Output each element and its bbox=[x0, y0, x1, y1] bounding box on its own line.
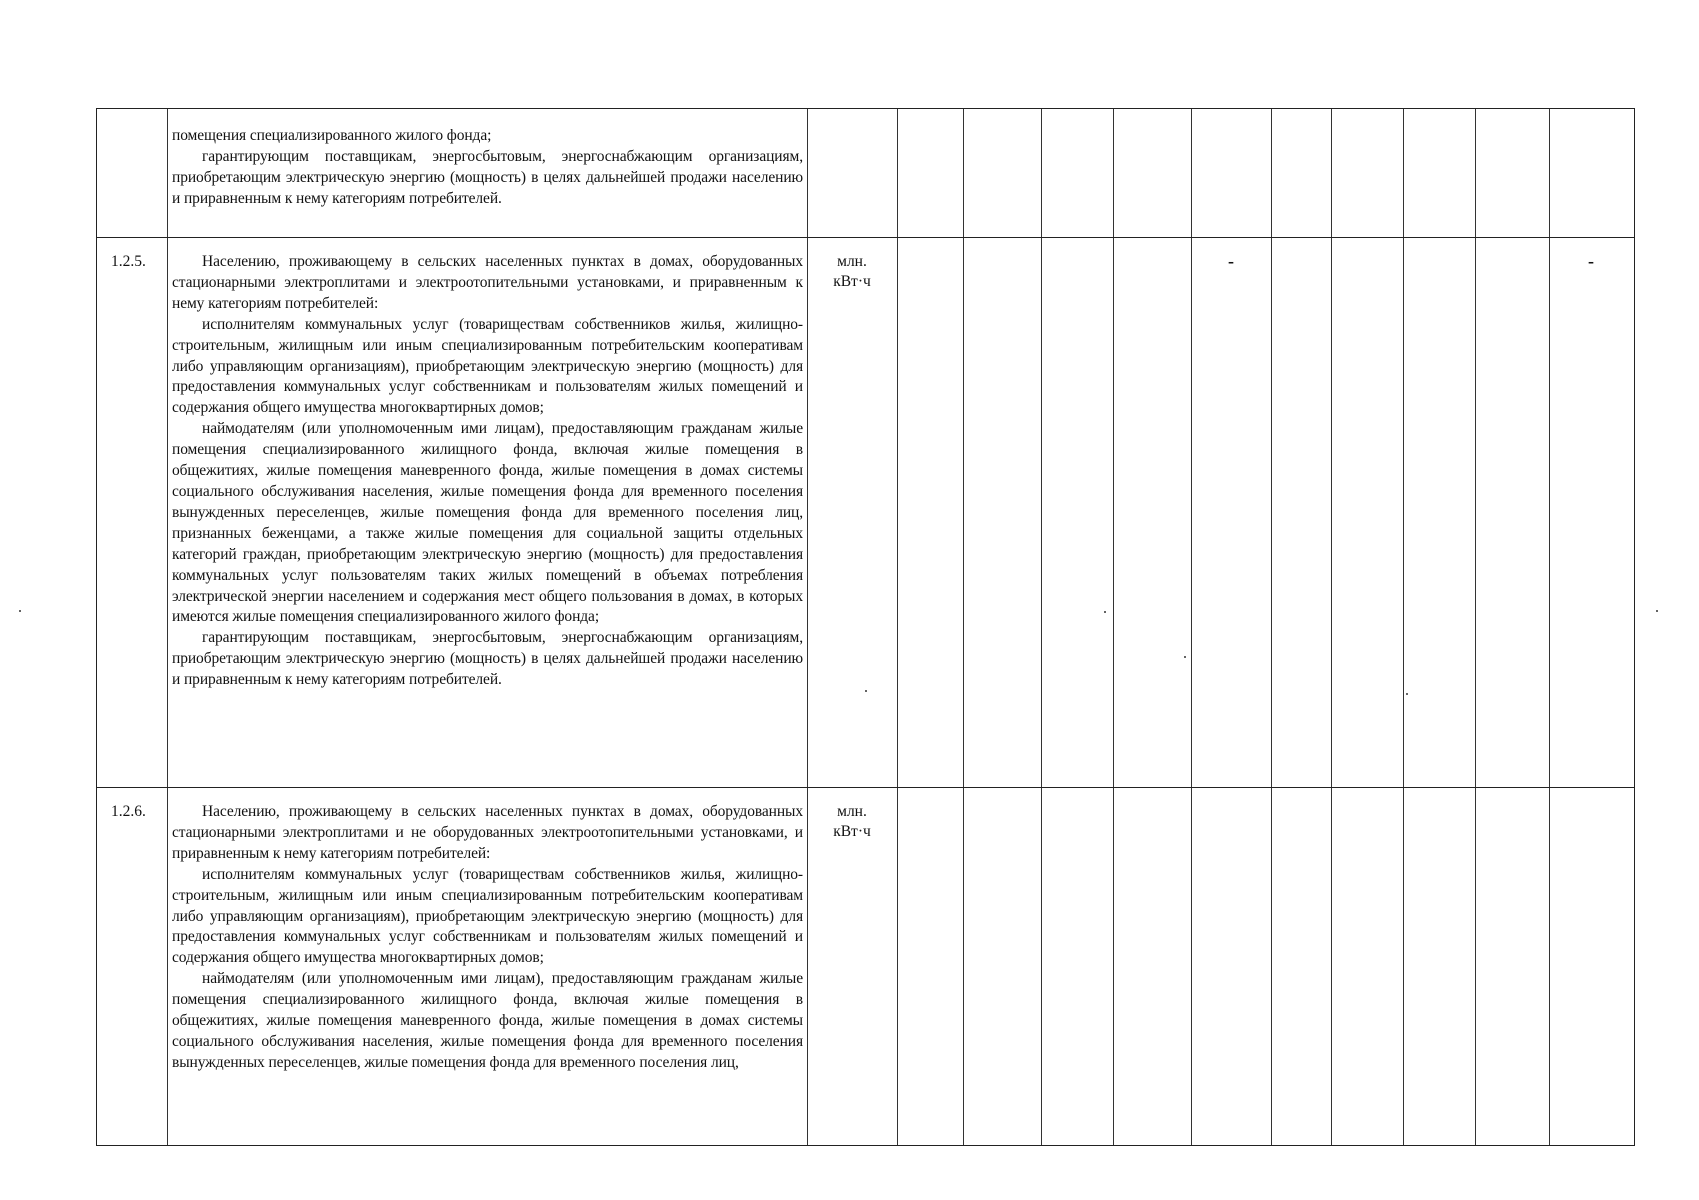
column-divider bbox=[167, 109, 168, 237]
column-divider bbox=[1113, 109, 1114, 237]
paragraph: Населению, проживающему в сельских населенных пунктах в домах, оборудованных стационарными электроплитами и электроотопительными установками, и приравненным к нему категориям потребителей: bbox=[172, 253, 803, 312]
column-divider bbox=[1191, 109, 1192, 237]
unit-label: кВт·ч bbox=[833, 823, 871, 840]
column-divider bbox=[167, 788, 168, 1145]
column-divider bbox=[1549, 238, 1550, 787]
column-divider bbox=[1271, 109, 1272, 237]
paragraph: исполнителям коммунальных услуг (товариществам собственников жилья, жилищно-строительным, жилищным или иным специализированным потребительским кооперативам либо управляющим организациям), приобретающим электрическую энергию (мощность) для предоставления коммунальных услуг собственникам и пользователям жилых помещений и содержания общего имущества многоквартирных домов; bbox=[172, 315, 803, 417]
scan-speck bbox=[1184, 656, 1186, 658]
column-divider bbox=[897, 109, 898, 237]
scan-speck bbox=[19, 610, 21, 612]
paragraph: гарантирующим поставщикам, энергосбытовым, энергоснабжающим организациям, приобретающим электрическую энергию (мощность) в целях дальнейшей продажи населению и приравненным к нему категориям потребителей. bbox=[172, 147, 803, 207]
column-divider bbox=[963, 238, 964, 787]
column-divider bbox=[1475, 109, 1476, 237]
paragraph: наймодателям (или уполномоченным ими лицам), предоставляющим гражданам жилые помещения специализированного жилищного фонда, включая жилые помещения в общежитиях, жилые помещения маневренного фонда, жилые помещения в домах системы социального обслуживания населения, жилые помещения фонда для временного поселения вынужденных переселенцев, жилые помещения фонда для временного поселения лиц, признанных беженцами, а также жилые помещения для социальной защиты отдельных категорий граждан, приобретающим электрическую энергию (мощность) для предоставления коммунальных услуг пользователям таких жилых помещений в объемах потребления электрической энергии населением и содержания мест общего пользования в домах, в которых имеются жилые помещения специализированного жилого фонда; bbox=[172, 420, 803, 626]
column-divider bbox=[1331, 238, 1332, 787]
unit-cell bbox=[809, 252, 895, 292]
scan-speck bbox=[865, 690, 867, 692]
column-divider bbox=[1403, 238, 1404, 787]
column-divider bbox=[807, 788, 808, 1145]
column-divider bbox=[1041, 788, 1042, 1145]
table-row bbox=[97, 787, 1634, 1145]
column-divider bbox=[1403, 788, 1404, 1145]
paragraph: наймодателям (или уполномоченным ими лицам), предоставляющим гражданам жилые помещения специализированного жилищного фонда, включая жилые помещения в общежитиях, жилые помещения маневренного фонда, жилые помещения в домах системы социального обслуживания населения, жилые помещения фонда для временного поселения вынужденных переселенцев, жилые помещения фонда для временного поселения лиц, bbox=[172, 970, 803, 1071]
column-divider bbox=[1475, 238, 1476, 787]
scan-speck bbox=[1104, 611, 1106, 613]
column-divider bbox=[807, 238, 808, 787]
column-divider bbox=[807, 109, 808, 237]
table-row bbox=[97, 237, 1634, 787]
row-number: 1.2.5. bbox=[111, 253, 146, 270]
column-divider bbox=[1331, 109, 1332, 237]
table-row bbox=[97, 109, 1634, 237]
column-divider bbox=[1191, 788, 1192, 1145]
column-divider bbox=[1271, 788, 1272, 1145]
unit-label: млн. bbox=[837, 803, 867, 820]
paragraph: Населению, проживающему в сельских населенных пунктах в домах, оборудованных стационарными электроплитами и не оборудованных электроотопительными установками, и приравненным к нему категориям потребителей: bbox=[172, 803, 803, 862]
empty-value-dash: - bbox=[1588, 251, 1594, 271]
paragraph: исполнителям коммунальных услуг (товариществам собственников жилья, жилищно-строительным, жилищным или иным специализированным потребительским кооперативам либо управляющим организациям), приобретающим электрическую энергию (мощность) для предоставления коммунальных услуг собственникам и пользователям жилых помещений и содержания общего имущества многоквартирных домов; bbox=[172, 865, 803, 967]
column-divider bbox=[1549, 788, 1550, 1145]
scan-speck bbox=[1656, 610, 1658, 612]
column-divider bbox=[1475, 788, 1476, 1145]
unit-cell bbox=[809, 802, 895, 842]
column-divider bbox=[1113, 238, 1114, 787]
column-divider bbox=[1403, 109, 1404, 237]
column-divider bbox=[897, 238, 898, 787]
unit-label: млн. bbox=[837, 253, 867, 270]
column-divider bbox=[1331, 788, 1332, 1145]
paragraph: гарантирующим поставщикам, энергосбытовым, энергоснабжающим организациям, приобретающим электрическую энергию (мощность) в целях дальнейшей продажи населению и приравненным к нему категориям потребителей. bbox=[172, 629, 803, 689]
row-description bbox=[172, 252, 803, 691]
row-description bbox=[172, 126, 803, 210]
column-divider bbox=[1041, 109, 1042, 237]
column-divider bbox=[897, 788, 898, 1145]
row-number: 1.2.6. bbox=[111, 803, 146, 820]
tariff-table bbox=[96, 108, 1635, 1146]
paragraph: помещения специализированного жилого фонда; bbox=[172, 127, 492, 144]
column-divider bbox=[1271, 238, 1272, 787]
scan-speck bbox=[1406, 693, 1408, 695]
column-divider bbox=[1113, 788, 1114, 1145]
column-divider bbox=[1549, 109, 1550, 237]
column-divider bbox=[1041, 238, 1042, 787]
column-divider bbox=[963, 788, 964, 1145]
empty-value-dash: - bbox=[1228, 251, 1234, 271]
column-divider bbox=[167, 238, 168, 787]
unit-label: кВт·ч bbox=[833, 273, 871, 290]
column-divider bbox=[1191, 238, 1192, 787]
column-divider bbox=[963, 109, 964, 237]
row-description bbox=[172, 802, 803, 1074]
